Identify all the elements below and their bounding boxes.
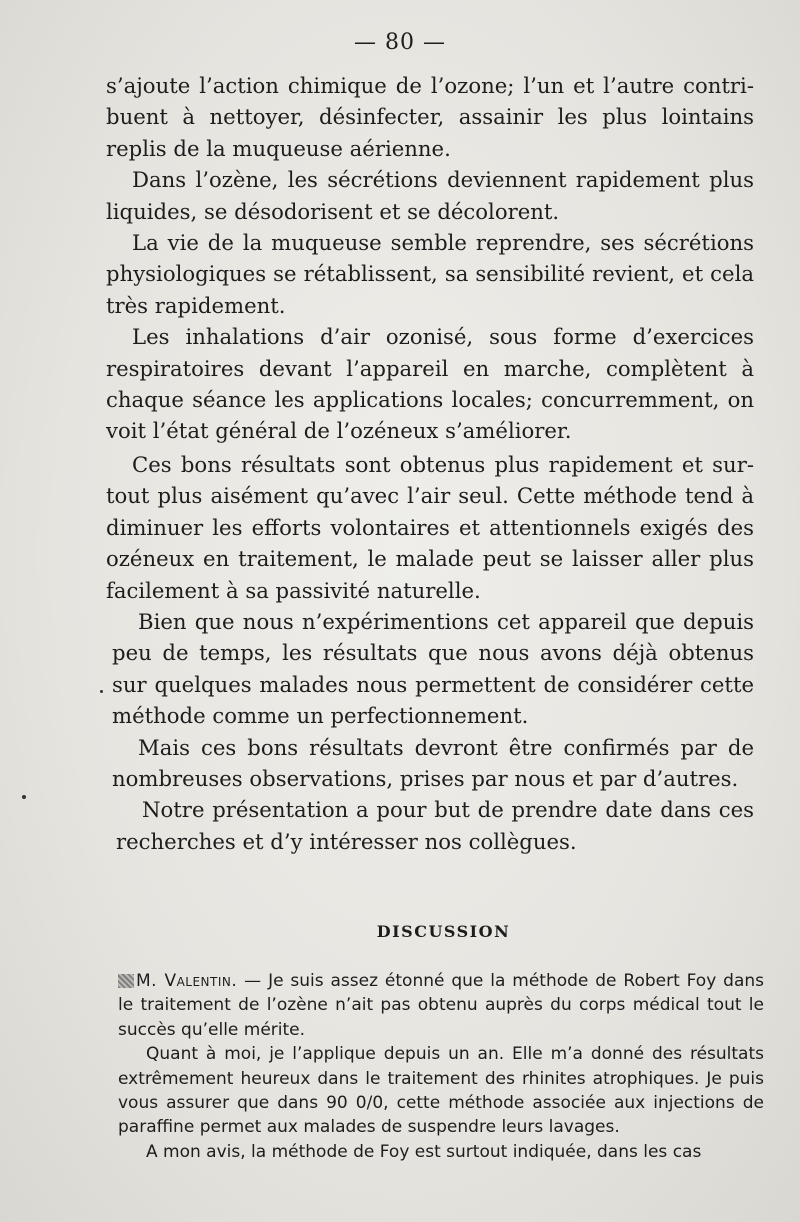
ink-blot-icon (118, 974, 134, 988)
paragraph-4: Les inhalations d’air ozonisé, sous forme d’exercices respiratoires devant l’appareil en marche, complètent à chaque séance les applications locales; concurremment, on voit l’état général de l’ozéneux s’améliorer. (106, 324, 754, 444)
paragraph-7: Mais ces bons résultats devront être confirmés par de nombreuses observations, prises par nous et par d’autres. (112, 734, 754, 791)
discussion-paragraph-1-text: — Je suis assez étonné que la méthode de Robert Foy dans le traitement de l’ozène n’ait pas obtenu auprès du corps médical tout le succès qu’elle mérite. (118, 971, 764, 1040)
paper-speck (100, 690, 103, 693)
speaker-name: M. Valentin. (136, 971, 238, 991)
paragraph-3: La vie de la muqueuse semble reprendre, ses sécrétions physiologiques se rétablissent, sa sensibilité revient, et cela très rapidement. (106, 230, 754, 318)
discussion-heading: DISCUSSION (376, 922, 511, 941)
paragraph-2: Dans l’ozène, les sécrétions deviennent rapidement plus liquides, se désodorisent et se décolorent. (106, 167, 754, 224)
discussion-text (118, 969, 764, 1164)
paragraph-6: Bien que nous n’expérimentions cet appareil que depuis peu de temps, les résultats que nous avons déjà obtenus sur quelques malades nous permettent de considérer cette méthode comme un perfectionnement. (112, 608, 754, 729)
main-text (106, 70, 754, 857)
paragraph-8: Notre présentation a pour but de prendre date dans ces recherches et d’y intéresser nos collègues. (116, 797, 754, 854)
page-number: — 80 — (354, 30, 446, 55)
paragraph-1: s’ajoute l’action chimique de l’ozone; l’un et l’autre contribuent à nettoyer, désinfecter, assainir les plus lointains replis de la muqueuse aérienne. (106, 73, 754, 161)
discussion-paragraph-2: Quant à moi, je l’applique depuis un an. Elle m’a donné des résultats extrêmement heureux dans le traitement des rhinites atrophiques. Je puis vous assurer que dans 90 0/0, cette méthode associée aux injections de paraffine permet aux malades de suspendre leurs lavages. (118, 1044, 764, 1138)
discussion-paragraph-3: A mon avis, la méthode de Foy est surtout indiquée, dans les cas (146, 1141, 702, 1162)
paper-speck (22, 795, 26, 799)
paragraph-5: Ces bons résultats sont obtenus plus rapidement et surtout plus aisément qu’avec l’air seul. Cette méthode tend à diminuer les efforts volontaires et attentionnels exigés des ozéneux en traitement, le malade peut se laisser aller plus facilement à sa passivité naturelle. (106, 451, 754, 603)
discussion-paragraph-1 (118, 969, 764, 1042)
